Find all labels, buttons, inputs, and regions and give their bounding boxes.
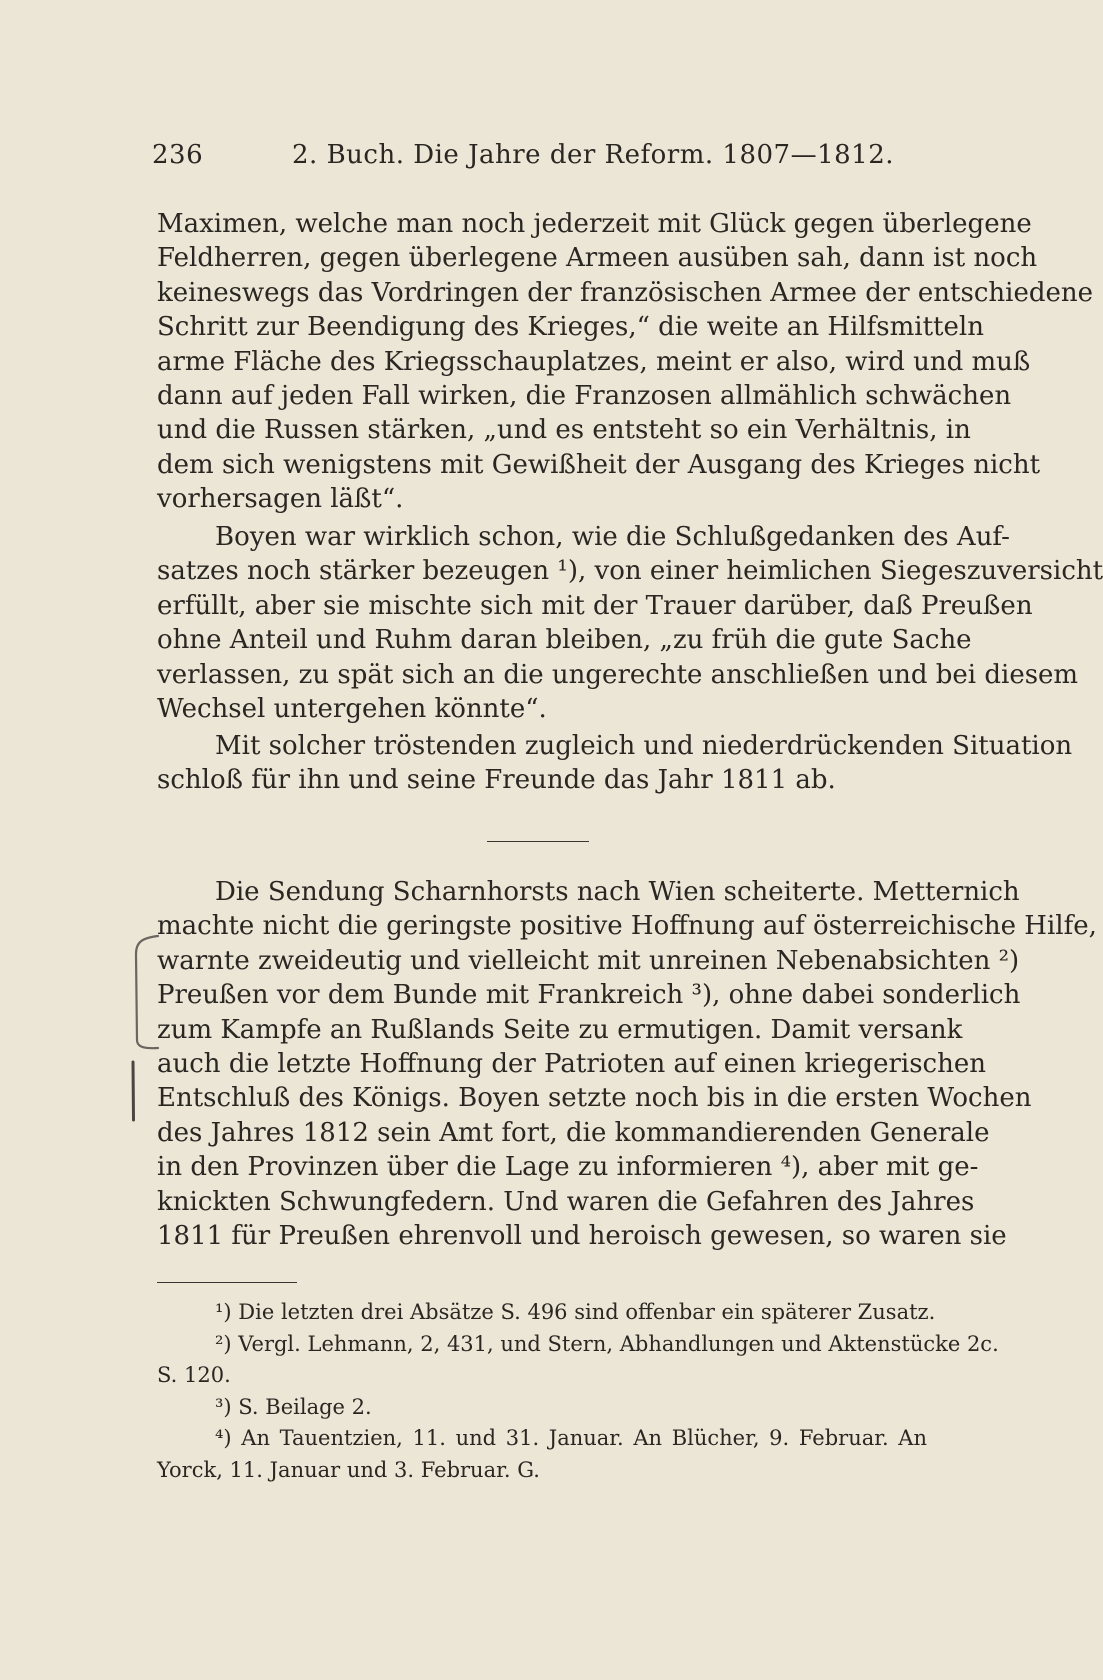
footnote-rule [157, 1282, 297, 1283]
text-line: erfüllt, aber sie mischte sich mit der Trauer darüber, daß Preußen [157, 590, 1033, 621]
text-line: und die Russen stärken, „und es entsteht so ein Verhältnis, in [157, 415, 971, 446]
footnote-2: ²) Vergl. Lehmann, 2, 431, und Stern, Abhandlungen und Aktenstücke 2c. [215, 1331, 999, 1356]
page-number: 236 [152, 140, 204, 170]
footnotes [157, 1297, 999, 1486]
footnote-2-continued: S. 120. [157, 1363, 231, 1387]
text-line: Feldherren, gegen überlegene Armeen ausüben sah, dann ist noch [157, 243, 1038, 274]
text-line: arme Fläche des Kriegsschauplatzes, meint er also, wird und muß [157, 346, 1031, 377]
paragraph-1 [157, 207, 1094, 517]
text-line: ohne Anteil und Ruhm daran bleiben, „zu früh die gute Sache [157, 625, 972, 656]
footnote-4-continued: Yorck, 11. Januar und 3. Februar. G. [157, 1457, 540, 1482]
section-divider [487, 841, 589, 842]
footnote-4: ⁴) An Tauentzien, 11. und 31. Januar. An Blücher, 9. Februar. An [215, 1426, 927, 1450]
footnote-1: ¹) Die letzten drei Absätze S. 496 sind offenbar ein späterer Zusatz. [215, 1300, 936, 1324]
text-line: Entschluß des Königs. Boyen setzte noch bis in die ersten Wochen [157, 1083, 1032, 1114]
text-line: machte nicht die geringste positive Hoffnung auf österreichische Hilfe, [157, 911, 1097, 942]
text-line: Schritt zur Beendigung des Krieges,“ die weite an Hilfsmitteln [157, 312, 984, 343]
text-line: Die Sendung Scharnhorsts nach Wien scheiterte. Metternich [215, 877, 1020, 907]
text-line: verlassen, zu spät sich an die ungerechte anschließen und bei diesem [157, 659, 1079, 690]
text-line: zum Kampfe an Rußlands Seite zu ermutigen. Damit versank [157, 1014, 963, 1045]
text-line: dem sich wenigstens mit Gewißheit der Ausgang des Krieges nicht [157, 449, 1041, 480]
running-header [152, 140, 932, 180]
pencil-bracket-mark [128, 932, 160, 1052]
paragraph-3 [157, 729, 1073, 798]
text-line: vorhersagen läßt“. [157, 484, 404, 515]
text-line: warnte zweideutig und vielleicht mit unreinen Nebenabsichten ²) [157, 945, 1020, 976]
running-title: 2. Buch. Die Jahre der Reform. 1807—1812. [292, 140, 894, 170]
text-line: des Jahres 1812 sein Amt fort, die kommandierenden Generale [157, 1117, 990, 1148]
text-line: Mit solcher tröstenden zugleich und niederdrückenden Situation [215, 731, 1073, 761]
paragraph-2 [157, 520, 1103, 726]
text-line: Wechsel untergehen könnte“. [157, 693, 547, 724]
text-line: schloß für ihn und seine Freunde das Jahr 1811 ab. [157, 765, 836, 796]
pencil-margin-line [130, 1060, 136, 1122]
text-line: auch die letzte Hoffnung der Patrioten auf einen kriegerischen [157, 1048, 986, 1079]
text-line: satzes noch stärker bezeugen ¹), von einer heimlichen Siegeszuversicht [157, 556, 1103, 587]
footnote-3: ³) S. Beilage 2. [215, 1394, 372, 1419]
text-line: keineswegs das Vordringen der französischen Armee der entschiedene [157, 277, 1094, 308]
text-line: Preußen vor dem Bunde mit Frankreich ³), ohne dabei sonderlich [157, 980, 1021, 1011]
text-line: Boyen war wirklich schon, wie die Schlußgedanken des Auf- [215, 522, 1010, 552]
text-line: in den Provinzen über die Lage zu informieren ⁴), aber mit ge- [157, 1152, 979, 1183]
text-line: 1811 für Preußen ehrenvoll und heroisch gewesen, so waren sie [157, 1220, 1007, 1251]
text-line: Maximen, welche man noch jederzeit mit Glück gegen überlegene [157, 209, 1032, 239]
text-line: knickten Schwungfedern. Und waren die Gefahren des Jahres [157, 1186, 975, 1217]
text-line: dann auf jeden Fall wirken, die Franzosen allmählich schwächen [157, 380, 1012, 411]
paragraph-4 [157, 875, 1097, 1253]
